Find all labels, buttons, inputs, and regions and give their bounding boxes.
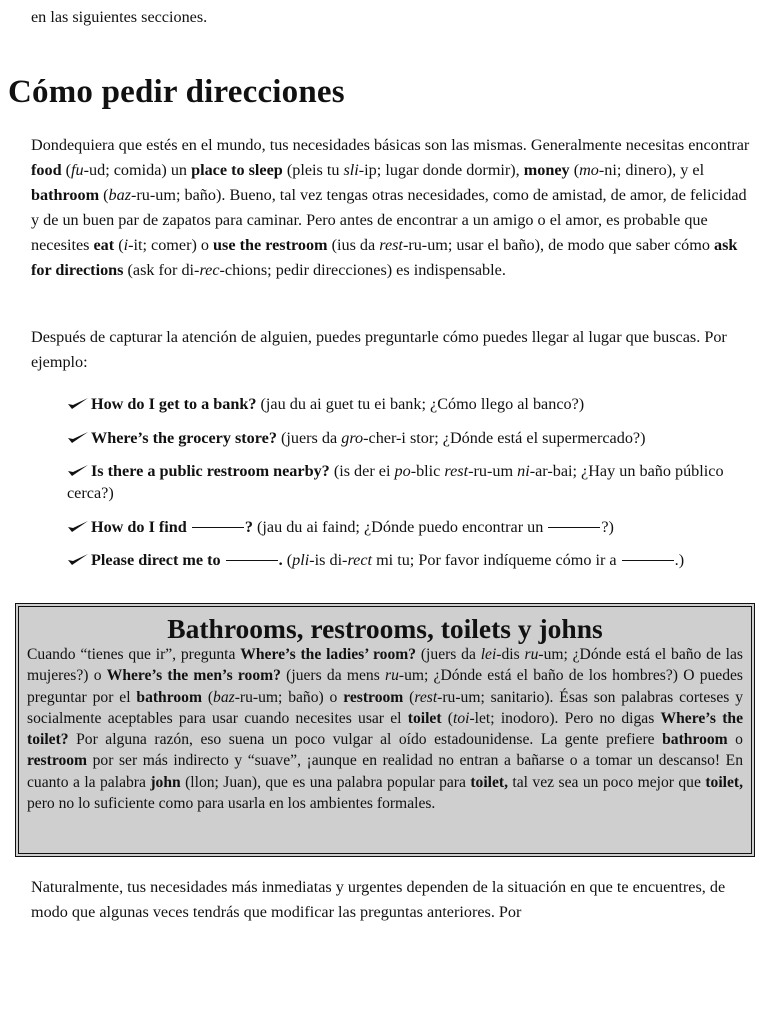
checkmark-icon xyxy=(67,430,89,444)
blank-line xyxy=(226,560,278,561)
bold-term: How do I find xyxy=(91,517,191,536)
stressed-syllable: rect xyxy=(347,551,373,569)
bold-term: bathroom xyxy=(136,688,202,706)
bold-term: money xyxy=(523,161,570,179)
bold-term: restroom xyxy=(343,688,404,706)
checkmark-icon xyxy=(67,519,89,533)
bold-term: Is there a public restroom nearby? xyxy=(91,462,330,480)
bold-term: ask for directions xyxy=(31,236,738,279)
asking-paragraph: Después de capturar la atención de alguien, puedes preguntarle cómo puedes llegar al lugar que buscas. Por ejemplo: xyxy=(31,328,727,371)
bold-term: food xyxy=(31,161,62,179)
stressed-syllable: pli xyxy=(292,551,310,569)
bold-term: bathroom xyxy=(662,731,728,749)
stressed-syllable: baz xyxy=(108,186,131,204)
stressed-syllable: toi xyxy=(453,709,470,727)
continuation-line: en las siguientes secciones. xyxy=(31,8,208,26)
box-text: Cuando “tienes que ir”, pregunta Where’s the ladies’ room? (juers da lei-dis ru-um; ¿Dónde está el baño de las mujeres?) o Where’s the men’s room? (juers da mens ru-um; ¿Dónde está el baño de los hombres?) O puedes preguntar por el bathroom (baz-ru-um; baño) o restroom (rest-ru-um; sanitario). Ésas son palabras corteses y socialmente aceptables para usar cuando necesites usar el toilet (toi-let; inodoro). Pero no digas Where’s the toilet? Por alguna razón, eso suena un poco vulgar al oído estadounidense. La gente prefiere bathroom o restroom por ser más indirecto y “suave”, ¡aunque en realidad no entran a bañarse o a tomar un descanso! En cuanto a la palabra john (llon; Juan), que es una palabra popular para toilet, tal vez sea un poco mejor que toilet, pero no lo suficiente como para usarla en los ambientes formales. xyxy=(27,646,743,813)
blank-line xyxy=(622,560,674,561)
bold-term: Where’s the men’s room? xyxy=(106,667,281,685)
stressed-syllable: po xyxy=(394,462,411,480)
stressed-syllable: rest xyxy=(379,236,403,254)
list-item: Is there a public restroom nearby? (is der ei po-blic rest-ru-um ni-ar-bai; ¿Hay un baño público cerca?) xyxy=(67,462,724,502)
stressed-syllable: ni xyxy=(517,462,530,480)
bold-term: place to sleep xyxy=(191,161,283,179)
checkmark-icon xyxy=(67,552,89,566)
stressed-syllable: rest xyxy=(444,462,469,480)
bold-term: restroom xyxy=(27,752,88,770)
list-item: How do I find ? (jau du ai faind; ¿Dónde puedo encontrar un ?) xyxy=(67,516,747,538)
stressed-syllable: ru xyxy=(385,667,399,685)
checkmark-icon xyxy=(67,463,89,477)
section-heading: Cómo pedir direcciones xyxy=(8,74,345,110)
checkmark-icon xyxy=(67,396,89,410)
stressed-syllable: i xyxy=(123,236,129,254)
bold-term: Where’s the toilet? xyxy=(27,709,743,749)
bold-term: Where’s the ladies’ room? xyxy=(240,646,417,663)
stressed-syllable: fu xyxy=(71,161,84,179)
list-item: Where’s the grocery store? (juers da gro-cher-i stor; ¿Dónde está el supermercado?) xyxy=(67,427,747,449)
bold-term: john xyxy=(150,773,181,791)
blank-line xyxy=(548,527,600,528)
stressed-syllable: rest xyxy=(414,688,438,706)
bold-term: How do I get to a bank? xyxy=(91,395,257,413)
list-item: How do I get to a bank? (jau du ai guet tu ei bank; ¿Cómo llego al banco?) xyxy=(67,393,747,415)
stressed-syllable: ru xyxy=(524,646,539,663)
bold-term: ? xyxy=(244,517,253,536)
list-item: Please direct me to . (pli-is di-rect mi tu; Por favor indíqueme cómo ir a .) xyxy=(67,549,747,571)
bold-term: use the restroom xyxy=(213,236,328,254)
bold-term: eat xyxy=(93,236,115,254)
bold-term: toilet, xyxy=(470,773,508,791)
bold-term: bathroom xyxy=(31,186,100,204)
stressed-syllable: mo xyxy=(579,161,599,179)
example-phrases-list xyxy=(67,393,747,583)
sidebar-box xyxy=(15,603,755,857)
stressed-syllable: gro xyxy=(341,428,364,447)
stressed-syllable: baz xyxy=(213,688,235,706)
box-title: Bathrooms, restrooms, toilets y johns xyxy=(167,613,603,644)
bold-term: toilet xyxy=(407,709,442,727)
blank-line xyxy=(192,527,244,528)
stressed-syllable: sli xyxy=(343,161,359,179)
bold-term: Where’s the grocery store? xyxy=(91,428,277,447)
closing-paragraph: Naturalmente, tus necesidades más inmediatas y urgentes dependen de la situación en que te encuentres, de modo que algunas veces tendrás que modificar las preguntas anteriores. Por xyxy=(31,878,726,921)
stressed-syllable: rec xyxy=(199,261,220,279)
bold-term: . xyxy=(278,551,283,569)
stressed-syllable: lei xyxy=(480,646,497,663)
intro-paragraph: Dondequiera que estés en el mundo, tus necesidades básicas son las mismas. Generalmente necesitas encontrar food (fu-ud; comida) un place to sleep (pleis tu sli-ip; lugar donde dormir), money (mo-ni; dinero), y el bathroom (baz-ru-um; baño). Bueno, tal vez tengas otras necesidades, como de amistad, de amor, de felicidad y de un buen par de zapatos para caminar. Pero antes de encontrar a un amigo o el amor, es probable que necesites eat (i-it; comer) o use the restroom (ius da rest-ru-um; usar el baño), de modo que saber cómo ask for directions (ask for di-rec-chions; pedir direcciones) es indispensable. xyxy=(31,136,750,279)
bold-term: Please direct me to xyxy=(91,551,225,569)
bold-term: toilet, xyxy=(705,773,743,791)
